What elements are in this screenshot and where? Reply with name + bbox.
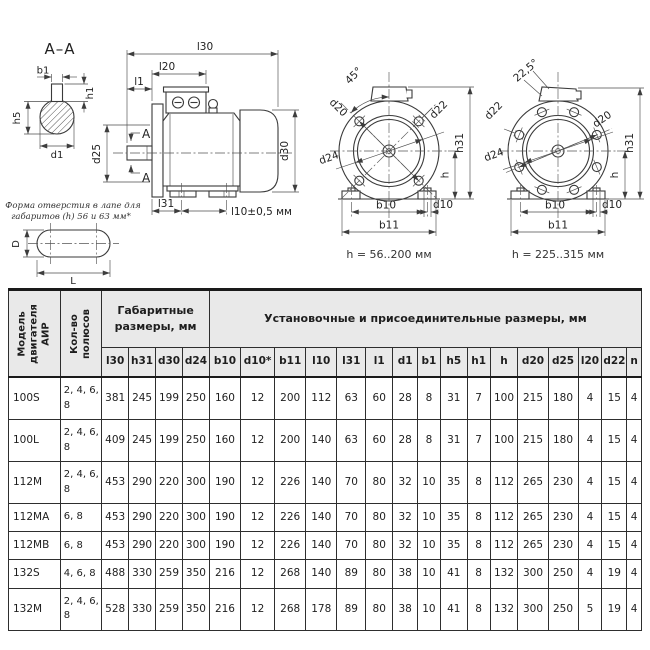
value-cell: 10 xyxy=(418,504,441,532)
model-cell: 112MB xyxy=(9,532,61,560)
value-cell: 80 xyxy=(366,462,393,504)
value-cell: 160 xyxy=(209,377,240,420)
value-cell: 41 xyxy=(440,588,467,630)
model-cell: 112M xyxy=(9,462,61,504)
poles-cell: 2, 4, 6, 8 xyxy=(60,588,101,630)
value-cell: 32 xyxy=(393,462,418,504)
value-cell: 60 xyxy=(366,377,393,420)
value-cell: 112 xyxy=(306,377,337,420)
value-cell: 31 xyxy=(440,377,467,420)
value-cell: 4 xyxy=(578,532,602,560)
value-cell: 4 xyxy=(627,532,642,560)
subheader-l1: l1 xyxy=(366,348,393,378)
value-cell: 220 xyxy=(156,504,183,532)
section-mark-top: А xyxy=(142,127,151,141)
value-cell: 132 xyxy=(490,588,518,630)
value-cell: 140 xyxy=(306,504,337,532)
value-cell: 38 xyxy=(393,560,418,588)
table-row-100L xyxy=(9,420,642,462)
value-cell: 350 xyxy=(182,588,209,630)
dim-label-l31: l31 xyxy=(157,198,175,210)
value-cell: 7 xyxy=(467,377,490,420)
value-cell: 10 xyxy=(418,588,441,630)
note-line1: Форма отверстия в лапе для xyxy=(5,201,141,211)
dim-label-d1: d1 xyxy=(50,150,64,161)
subheader-b1: b1 xyxy=(418,348,441,378)
dim-label-d10-small: d10 xyxy=(433,199,454,211)
value-cell: 80 xyxy=(366,532,393,560)
value-cell: 190 xyxy=(209,504,240,532)
value-cell: 12 xyxy=(241,560,275,588)
column-header-poles xyxy=(60,290,101,378)
value-cell: 112 xyxy=(490,504,518,532)
value-cell: 140 xyxy=(306,462,337,504)
value-cell: 89 xyxy=(337,560,366,588)
value-cell: 80 xyxy=(366,560,393,588)
group-header-mounting-dims: Установочные и присоединительные размеры, мм xyxy=(209,290,641,348)
value-cell: 19 xyxy=(602,588,627,630)
subheader-d30: d30 xyxy=(156,348,183,378)
value-cell: 453 xyxy=(102,504,129,532)
value-cell: 488 xyxy=(102,560,129,588)
value-cell: 290 xyxy=(129,504,156,532)
value-cell: 35 xyxy=(440,504,467,532)
value-cell: 80 xyxy=(366,504,393,532)
front-view-large-frame xyxy=(483,57,644,261)
value-cell: 140 xyxy=(306,420,337,462)
dim-label-d22-small: d22 xyxy=(427,98,451,122)
subheader-d24: d24 xyxy=(182,348,209,378)
dim-label-d25: d25 xyxy=(91,143,103,165)
table-body xyxy=(9,377,642,630)
value-cell: 409 xyxy=(102,420,129,462)
value-cell: 10 xyxy=(418,532,441,560)
value-cell: 259 xyxy=(156,588,183,630)
value-cell: 300 xyxy=(518,588,548,630)
group-header-overall-dims: Габаритные размеры, мм xyxy=(102,290,210,348)
value-cell: 300 xyxy=(518,560,548,588)
subheader-h1: h1 xyxy=(467,348,490,378)
value-cell: 330 xyxy=(129,588,156,630)
poles-cell: 2, 4, 6, 8 xyxy=(60,420,101,462)
value-cell: 38 xyxy=(393,588,418,630)
caption-small-frame: h = 56..200 мм xyxy=(346,248,432,261)
value-cell: 8 xyxy=(418,377,441,420)
value-cell: 4 xyxy=(627,560,642,588)
value-cell: 4 xyxy=(578,377,602,420)
poles-header-text: Кол-во полюсов xyxy=(69,308,92,359)
value-cell: 4 xyxy=(627,504,642,532)
poles-cell: 6, 8 xyxy=(60,504,101,532)
value-cell: 330 xyxy=(129,560,156,588)
value-cell: 132 xyxy=(490,560,518,588)
value-cell: 226 xyxy=(275,504,306,532)
value-cell: 19 xyxy=(602,560,627,588)
motor-side-view xyxy=(91,41,299,218)
value-cell: 15 xyxy=(602,504,627,532)
value-cell: 250 xyxy=(548,588,578,630)
value-cell: 8 xyxy=(467,462,490,504)
dim-label-d24-large: d24 xyxy=(482,146,506,165)
value-cell: 245 xyxy=(129,377,156,420)
model-cell: 132M xyxy=(9,588,61,630)
angle-label-small: 45° xyxy=(343,65,365,87)
value-cell: 245 xyxy=(129,420,156,462)
value-cell: 63 xyxy=(337,420,366,462)
value-cell: 250 xyxy=(548,560,578,588)
value-cell: 8 xyxy=(467,588,490,630)
model-cell: 100L xyxy=(9,420,61,462)
value-cell: 453 xyxy=(102,462,129,504)
value-cell: 15 xyxy=(602,377,627,420)
model-cell: 132S xyxy=(9,560,61,588)
subheader-d1: d1 xyxy=(393,348,418,378)
subheader-b11: b11 xyxy=(275,348,306,378)
value-cell: 528 xyxy=(102,588,129,630)
caption-large-frame: h = 225..315 мм xyxy=(511,248,605,261)
dim-label-h-large: h xyxy=(609,171,621,179)
dim-label-b1: b1 xyxy=(36,65,50,77)
value-cell: 70 xyxy=(337,504,366,532)
subheader-h31: h31 xyxy=(129,348,156,378)
value-cell: 60 xyxy=(366,420,393,462)
subheader-d10*: d10* xyxy=(241,348,275,378)
value-cell: 12 xyxy=(241,420,275,462)
value-cell: 200 xyxy=(275,420,306,462)
dimensions-table xyxy=(8,288,642,631)
subheader-l31: l31 xyxy=(337,348,366,378)
dim-label-d24-small: d24 xyxy=(317,149,341,168)
value-cell: 265 xyxy=(518,532,548,560)
value-cell: 12 xyxy=(241,588,275,630)
value-cell: 259 xyxy=(156,560,183,588)
poles-cell: 2, 4, 6, 8 xyxy=(60,377,101,420)
dim-label-h31-small: h31 xyxy=(454,132,466,154)
value-cell: 10 xyxy=(418,560,441,588)
poles-cell: 2, 4, 6, 8 xyxy=(60,462,101,504)
subheader-b10: b10 xyxy=(209,348,240,378)
value-cell: 15 xyxy=(602,420,627,462)
value-cell: 15 xyxy=(602,462,627,504)
value-cell: 140 xyxy=(306,560,337,588)
subheader-n: n xyxy=(627,348,642,378)
value-cell: 199 xyxy=(156,420,183,462)
dim-label-d20-large: d20 xyxy=(590,108,614,131)
dim-label-b11-small: b11 xyxy=(378,219,400,232)
value-cell: 250 xyxy=(182,377,209,420)
value-cell: 230 xyxy=(548,462,578,504)
value-cell: 12 xyxy=(241,532,275,560)
value-cell: 7 xyxy=(467,420,490,462)
value-cell: 226 xyxy=(275,462,306,504)
subheader-h: h xyxy=(490,348,518,378)
value-cell: 35 xyxy=(440,462,467,504)
value-cell: 180 xyxy=(548,377,578,420)
value-cell: 140 xyxy=(306,532,337,560)
value-cell: 28 xyxy=(393,420,418,462)
dim-label-slot-l: L xyxy=(70,276,76,287)
table-row-132S xyxy=(9,560,642,588)
value-cell: 268 xyxy=(275,560,306,588)
subheader-l10: l10 xyxy=(306,348,337,378)
note-line2: габаритов (h) 56 и 63 мм* xyxy=(11,212,131,222)
subheader-h5: h5 xyxy=(440,348,467,378)
value-cell: 35 xyxy=(440,532,467,560)
value-cell: 4 xyxy=(578,560,602,588)
value-cell: 190 xyxy=(209,462,240,504)
poles-cell: 4, 6, 8 xyxy=(60,560,101,588)
value-cell: 178 xyxy=(306,588,337,630)
value-cell: 290 xyxy=(129,532,156,560)
value-cell: 12 xyxy=(241,377,275,420)
foot-slot-note xyxy=(5,201,141,287)
model-header-text: Модель двигателя АИР xyxy=(16,303,52,364)
value-cell: 70 xyxy=(337,462,366,504)
subheader-d25: d25 xyxy=(548,348,578,378)
dim-label-b10-large: b10 xyxy=(544,199,566,212)
poles-cell: 6, 8 xyxy=(60,532,101,560)
subheader-l30: l30 xyxy=(102,348,129,378)
value-cell: 32 xyxy=(393,504,418,532)
value-cell: 41 xyxy=(440,560,467,588)
section-title: А–А xyxy=(44,40,76,58)
table-row-132M xyxy=(9,588,642,630)
dim-label-l10: l10±0,5 мм xyxy=(231,206,292,218)
value-cell: 268 xyxy=(275,588,306,630)
value-cell: 230 xyxy=(548,532,578,560)
value-cell: 265 xyxy=(518,504,548,532)
value-cell: 112 xyxy=(490,462,518,504)
value-cell: 8 xyxy=(467,560,490,588)
value-cell: 4 xyxy=(578,462,602,504)
value-cell: 381 xyxy=(102,377,129,420)
value-cell: 215 xyxy=(518,377,548,420)
value-cell: 8 xyxy=(467,532,490,560)
dim-label-h31-large: h31 xyxy=(624,132,636,154)
dimensions-table-wrap xyxy=(8,288,642,631)
dim-label-slot-d: D xyxy=(11,240,22,248)
section-mark-bottom: А xyxy=(142,171,151,185)
value-cell: 265 xyxy=(518,462,548,504)
dim-label-d20-small: d20 xyxy=(326,96,350,120)
dim-label-h5: h5 xyxy=(12,111,23,125)
value-cell: 70 xyxy=(337,532,366,560)
value-cell: 226 xyxy=(275,532,306,560)
value-cell: 4 xyxy=(627,462,642,504)
front-view-small-frame xyxy=(318,65,474,261)
value-cell: 4 xyxy=(627,420,642,462)
dim-label-b10-small: b10 xyxy=(375,199,397,212)
value-cell: 4 xyxy=(578,504,602,532)
value-cell: 15 xyxy=(602,532,627,560)
model-cell: 112MA xyxy=(9,504,61,532)
dim-label-h1: h1 xyxy=(85,86,96,100)
table-row-112MB xyxy=(9,532,642,560)
value-cell: 215 xyxy=(518,420,548,462)
value-cell: 220 xyxy=(156,532,183,560)
value-cell: 300 xyxy=(182,532,209,560)
dim-label-b11-large: b11 xyxy=(547,219,569,232)
value-cell: 220 xyxy=(156,462,183,504)
value-cell: 190 xyxy=(209,532,240,560)
value-cell: 300 xyxy=(182,462,209,504)
technical-drawings xyxy=(0,0,650,288)
angle-label-large: 22,5° xyxy=(511,56,541,85)
dim-label-l20: l20 xyxy=(158,61,176,73)
dim-label-d22-large: d22 xyxy=(482,99,506,123)
dim-label-h-small: h xyxy=(439,171,452,179)
table-row-112M xyxy=(9,462,642,504)
value-cell: 199 xyxy=(156,377,183,420)
value-cell: 100 xyxy=(490,377,518,420)
table-row-112MA xyxy=(9,504,642,532)
subheader-row xyxy=(9,348,642,378)
value-cell: 350 xyxy=(182,560,209,588)
value-cell: 4 xyxy=(627,588,642,630)
subheader-l20: l20 xyxy=(578,348,602,378)
value-cell: 10 xyxy=(418,462,441,504)
value-cell: 89 xyxy=(337,588,366,630)
value-cell: 32 xyxy=(393,532,418,560)
value-cell: 28 xyxy=(393,377,418,420)
subheader-d22: d22 xyxy=(602,348,627,378)
value-cell: 160 xyxy=(209,420,240,462)
value-cell: 250 xyxy=(182,420,209,462)
dim-label-l30: l30 xyxy=(196,41,214,53)
dim-label-d30: d30 xyxy=(279,140,291,162)
value-cell: 5 xyxy=(578,588,602,630)
subheader-d20: d20 xyxy=(518,348,548,378)
value-cell: 180 xyxy=(548,420,578,462)
value-cell: 4 xyxy=(627,377,642,420)
dim-label-l1: l1 xyxy=(134,76,144,88)
value-cell: 300 xyxy=(182,504,209,532)
value-cell: 216 xyxy=(209,588,240,630)
value-cell: 4 xyxy=(578,420,602,462)
value-cell: 453 xyxy=(102,532,129,560)
value-cell: 12 xyxy=(241,504,275,532)
value-cell: 8 xyxy=(467,504,490,532)
value-cell: 8 xyxy=(418,420,441,462)
table-row-100S xyxy=(9,377,642,420)
value-cell: 63 xyxy=(337,377,366,420)
model-cell: 100S xyxy=(9,377,61,420)
value-cell: 230 xyxy=(548,504,578,532)
value-cell: 80 xyxy=(366,588,393,630)
value-cell: 12 xyxy=(241,462,275,504)
value-cell: 112 xyxy=(490,532,518,560)
dim-label-d10-large: d10 xyxy=(602,199,623,211)
shaft-section-view xyxy=(12,40,96,161)
value-cell: 290 xyxy=(129,462,156,504)
value-cell: 200 xyxy=(275,377,306,420)
value-cell: 100 xyxy=(490,420,518,462)
value-cell: 216 xyxy=(209,560,240,588)
value-cell: 31 xyxy=(440,420,467,462)
column-header-model xyxy=(9,290,61,378)
